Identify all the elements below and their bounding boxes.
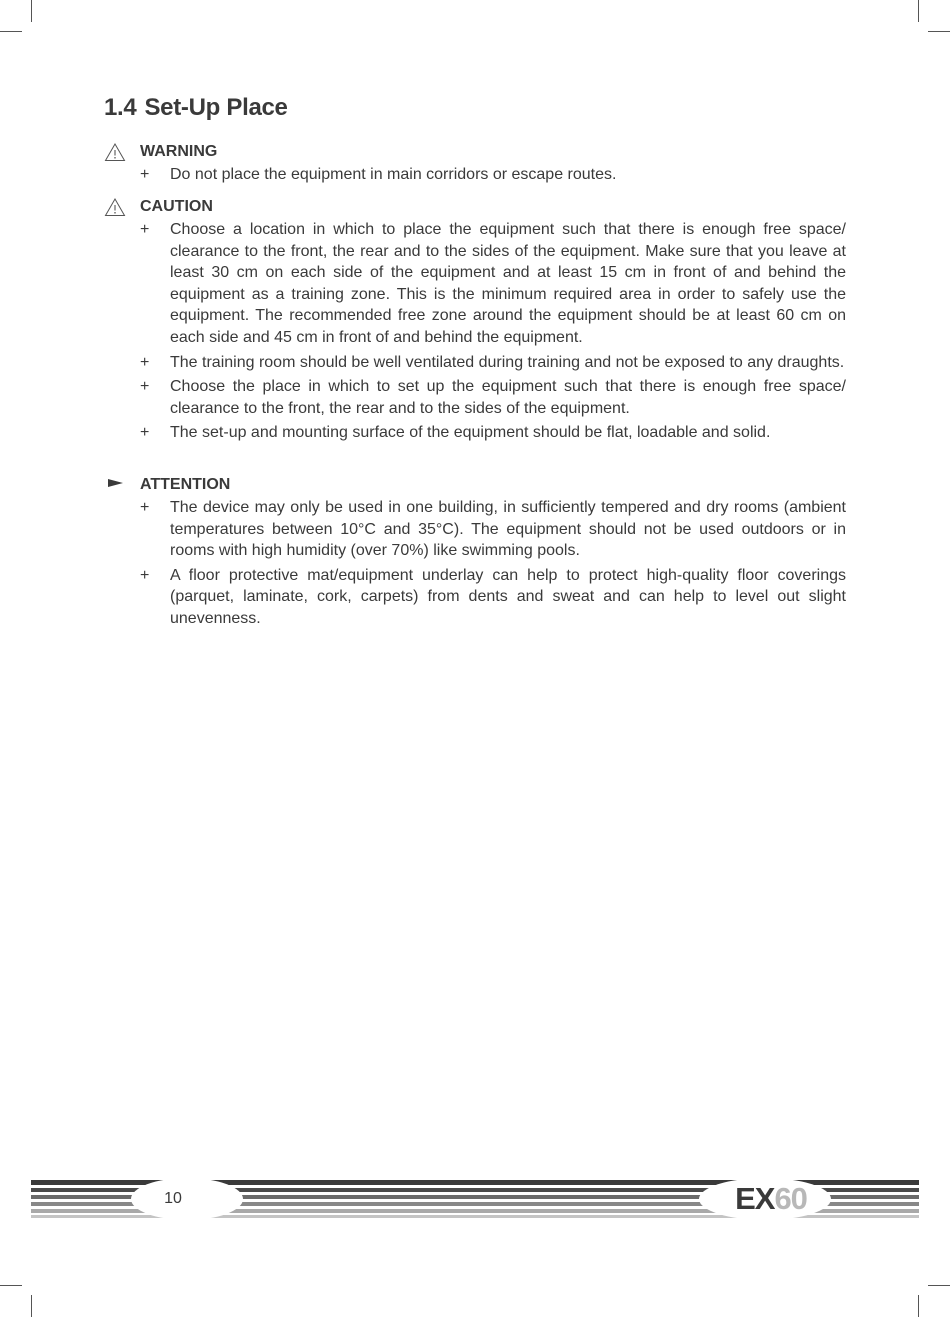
section-title: Set-Up Place bbox=[144, 94, 288, 121]
bullet-plus: + bbox=[140, 566, 150, 584]
list-item bbox=[104, 422, 846, 444]
caution-list bbox=[104, 219, 846, 444]
list-item-text: Choose the place in which to set up the equipment such that there is enough free space/ clearance to the front, the rear and to the sides of the equipment. bbox=[170, 378, 846, 417]
crop-mark bbox=[0, 1285, 22, 1286]
warning-list bbox=[104, 164, 846, 186]
footer-band bbox=[31, 1178, 919, 1220]
crop-mark bbox=[918, 0, 919, 22]
attention-title: ATTENTION bbox=[140, 476, 231, 493]
warning-block bbox=[104, 142, 846, 189]
list-item-text: Choose a location in which to place the equipment such that there is enough free space/ clearance to the front, the rear and to the sides of the equipment. Make sure that you leave at least 30 cm on each side of the equipment and at least 15 cm in front of and behind the equipment as a training zone. This is the minimum required area in order to safely use the equipment. The recommended free zone around the equipment should be at least 60 cm on each side and 45 cm in front of and behind the equipment. bbox=[170, 221, 846, 346]
list-item bbox=[104, 376, 846, 419]
bullet-plus: + bbox=[140, 353, 150, 371]
page-number: 10 bbox=[164, 1190, 182, 1207]
crop-mark bbox=[928, 1285, 950, 1286]
attention-block bbox=[104, 475, 846, 633]
bullet-plus: + bbox=[140, 424, 150, 442]
crop-mark bbox=[0, 31, 22, 32]
attention-list bbox=[104, 497, 846, 630]
list-item bbox=[104, 565, 846, 630]
bullet-plus: + bbox=[140, 221, 150, 238]
list-item bbox=[104, 352, 846, 374]
list-item-text: The set-up and mounting surface of the equipment should be flat, loadable and solid. bbox=[170, 424, 771, 442]
bullet-plus: + bbox=[140, 499, 150, 516]
list-item bbox=[104, 164, 846, 186]
list-item bbox=[104, 497, 846, 562]
section-number: 1.4 bbox=[104, 94, 137, 121]
crop-mark bbox=[918, 1295, 919, 1317]
brand-logo bbox=[721, 1178, 821, 1220]
caution-block bbox=[104, 197, 846, 447]
warning-title: WARNING bbox=[140, 143, 218, 160]
arrow-pointer-icon bbox=[104, 475, 126, 495]
crop-mark bbox=[31, 1295, 32, 1317]
list-item-text: The training room should be well ventilated during training and not be exposed to any draughts. bbox=[170, 353, 845, 371]
warning-triangle-icon bbox=[104, 142, 126, 162]
warning-triangle-icon bbox=[104, 197, 126, 217]
brand-suffix: 60 bbox=[774, 1181, 807, 1216]
bullet-plus: + bbox=[140, 378, 150, 396]
section-heading bbox=[104, 94, 288, 122]
list-item-text: The device may only be used in one building, in sufficiently tempered and dry rooms (ambient temperatures between 10°C and 35°C). The equipment should not be used outdoors or in rooms with high humidity (over 70%) like swimming pools. bbox=[170, 499, 846, 560]
crop-mark bbox=[928, 31, 950, 32]
caution-title: CAUTION bbox=[140, 198, 213, 215]
brand-prefix: EX bbox=[735, 1181, 775, 1216]
list-item-text: A floor protective mat/equipment underlay can help to protect high-quality floor coverings (parquet, laminate, cork, carpets) from dents and sweat and can help to level out slight unevenness. bbox=[170, 566, 846, 627]
bullet-plus: + bbox=[140, 166, 150, 183]
list-item bbox=[104, 219, 846, 349]
crop-mark bbox=[31, 0, 32, 22]
list-item-text: Do not place the equipment in main corridors or escape routes. bbox=[170, 166, 617, 183]
